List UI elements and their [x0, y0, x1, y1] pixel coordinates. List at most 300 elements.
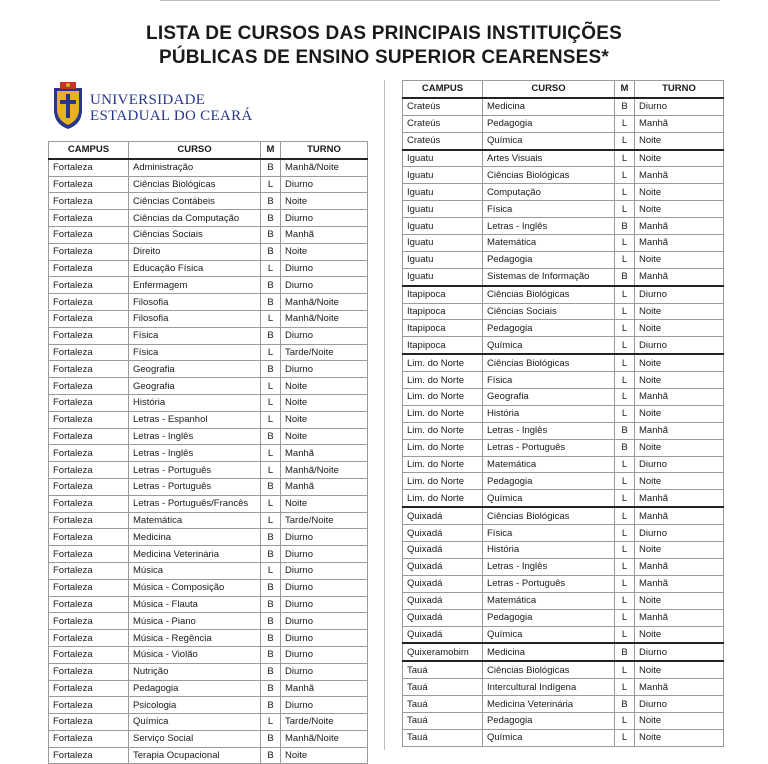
- cell-campus: Fortaleza: [49, 310, 129, 327]
- cell-m: L: [261, 462, 281, 479]
- cell-curso: Ciências Biológicas: [483, 286, 615, 303]
- cell-curso: Música - Flauta: [129, 596, 261, 613]
- cell-turno: Diurno: [281, 529, 368, 546]
- cell-campus: Fortaleza: [49, 243, 129, 260]
- cell-turno: Manhã: [635, 575, 724, 592]
- cell-campus: Fortaleza: [49, 176, 129, 193]
- cell-turno: Noite: [635, 439, 724, 456]
- cell-turno: Noite: [281, 747, 368, 764]
- cell-m: B: [261, 428, 281, 445]
- cell-campus: Fortaleza: [49, 394, 129, 411]
- cell-campus: Iguatu: [403, 184, 483, 201]
- cell-campus: Fortaleza: [49, 529, 129, 546]
- cell-campus: Itapipoca: [403, 303, 483, 320]
- cell-campus: Iguatu: [403, 201, 483, 218]
- table-row: [49, 529, 368, 546]
- table-row: [403, 696, 724, 713]
- cell-curso: Música - Composição: [129, 579, 261, 596]
- cell-turno: Diurno: [281, 663, 368, 680]
- cell-turno: Manhã: [281, 226, 368, 243]
- cell-campus: Iguatu: [403, 235, 483, 252]
- cell-campus: Fortaleza: [49, 747, 129, 764]
- table-row: [49, 512, 368, 529]
- cell-turno: Tarde/Noite: [281, 714, 368, 731]
- table-row: [49, 680, 368, 697]
- cell-curso: Geografia: [129, 378, 261, 395]
- cell-m: L: [615, 542, 635, 559]
- cell-campus: Fortaleza: [49, 361, 129, 378]
- cell-m: L: [261, 176, 281, 193]
- cell-m: L: [261, 495, 281, 512]
- cell-m: L: [261, 512, 281, 529]
- cell-campus: Fortaleza: [49, 260, 129, 277]
- cell-curso: Física: [483, 201, 615, 218]
- cell-m: L: [615, 626, 635, 643]
- cell-m: L: [261, 394, 281, 411]
- cell-curso: Filosofia: [129, 294, 261, 311]
- cell-curso: Física: [129, 344, 261, 361]
- cell-campus: Fortaleza: [49, 512, 129, 529]
- cell-turno: Noite: [281, 378, 368, 395]
- table-row: [403, 218, 724, 235]
- cell-campus: Iguatu: [403, 218, 483, 235]
- cell-turno: Noite: [635, 251, 724, 268]
- cell-turno: Noite: [635, 661, 724, 678]
- column-divider: [384, 80, 385, 750]
- cell-campus: Fortaleza: [49, 210, 129, 227]
- cell-campus: Fortaleza: [49, 546, 129, 563]
- table-row: [403, 354, 724, 371]
- cell-curso: Matemática: [129, 512, 261, 529]
- cell-campus: Lim. do Norte: [403, 405, 483, 422]
- cell-m: B: [261, 596, 281, 613]
- cell-curso: Letras - Espanhol: [129, 411, 261, 428]
- table-row: [403, 405, 724, 422]
- cell-m: B: [261, 630, 281, 647]
- table-row: [49, 478, 368, 495]
- cell-campus: Crateús: [403, 98, 483, 115]
- table-row: [403, 389, 724, 406]
- cell-m: B: [615, 643, 635, 661]
- table-row: [49, 462, 368, 479]
- cell-curso: Educação Física: [129, 260, 261, 277]
- cell-curso: Serviço Social: [129, 730, 261, 747]
- table-row: [49, 579, 368, 596]
- cell-curso: Música: [129, 562, 261, 579]
- table-row: [403, 558, 724, 575]
- table-row: [403, 286, 724, 303]
- cell-m: L: [615, 235, 635, 252]
- table-row: [403, 626, 724, 643]
- cell-campus: Tauá: [403, 729, 483, 746]
- cell-turno: Diurno: [281, 361, 368, 378]
- cell-campus: Lim. do Norte: [403, 372, 483, 389]
- table-row: [403, 98, 724, 115]
- cell-curso: Letras - Inglês: [483, 422, 615, 439]
- cell-turno: Noite: [281, 394, 368, 411]
- cell-turno: Diurno: [635, 643, 724, 661]
- cell-turno: Diurno: [281, 562, 368, 579]
- cell-turno: Diurno: [281, 630, 368, 647]
- cell-turno: Manhã: [635, 490, 724, 507]
- cell-campus: Lim. do Norte: [403, 389, 483, 406]
- cell-campus: Lim. do Norte: [403, 473, 483, 490]
- table-row: [49, 411, 368, 428]
- table-row: [403, 372, 724, 389]
- cell-turno: Tarde/Noite: [281, 512, 368, 529]
- cell-curso: Ciências Biológicas: [129, 176, 261, 193]
- table-row: [49, 697, 368, 714]
- cell-turno: Manhã: [635, 268, 724, 285]
- cell-curso: Intercultural Indígena: [483, 679, 615, 696]
- cell-campus: Fortaleza: [49, 462, 129, 479]
- table-row: [49, 176, 368, 193]
- cell-curso: Letras - Inglês: [483, 558, 615, 575]
- cell-campus: Tauá: [403, 679, 483, 696]
- cell-campus: Tauá: [403, 712, 483, 729]
- cell-m: L: [615, 456, 635, 473]
- table-row: [49, 226, 368, 243]
- cell-turno: Noite: [635, 542, 724, 559]
- table-row: [49, 730, 368, 747]
- cell-m: L: [615, 729, 635, 746]
- cell-turno: Manhã: [635, 507, 724, 524]
- table-row: [49, 562, 368, 579]
- cell-campus: Fortaleza: [49, 697, 129, 714]
- cell-curso: Matemática: [483, 235, 615, 252]
- cell-curso: Artes Visuais: [483, 150, 615, 167]
- cell-campus: Fortaleza: [49, 579, 129, 596]
- cell-turno: Manhã: [635, 115, 724, 132]
- table-row: [403, 609, 724, 626]
- cell-m: L: [615, 558, 635, 575]
- cell-curso: Pedagogia: [483, 712, 615, 729]
- cell-turno: Noite: [635, 729, 724, 746]
- cell-m: B: [615, 268, 635, 285]
- cell-m: B: [261, 646, 281, 663]
- header-campus: CAMPUS: [49, 142, 129, 159]
- table-row: [49, 193, 368, 210]
- cell-m: B: [261, 747, 281, 764]
- page-title: [0, 22, 768, 70]
- table-row: [49, 646, 368, 663]
- cell-curso: Medicina: [483, 643, 615, 661]
- table-header-row: [49, 142, 368, 159]
- cell-curso: Enfermagem: [129, 277, 261, 294]
- cell-m: B: [261, 159, 281, 176]
- cell-m: L: [615, 286, 635, 303]
- cell-curso: Ciências Biológicas: [483, 507, 615, 524]
- cell-campus: Lim. do Norte: [403, 439, 483, 456]
- cell-campus: Fortaleza: [49, 646, 129, 663]
- cell-m: L: [615, 132, 635, 149]
- cell-turno: Manhã: [635, 167, 724, 184]
- cell-m: L: [261, 310, 281, 327]
- cell-curso: Química: [483, 337, 615, 354]
- cell-turno: Diurno: [635, 525, 724, 542]
- cell-curso: Letras - Inglês: [483, 218, 615, 235]
- cell-campus: Fortaleza: [49, 613, 129, 630]
- table-row: [403, 490, 724, 507]
- table-row: [403, 235, 724, 252]
- header-curso: CURSO: [129, 142, 261, 159]
- cell-campus: Fortaleza: [49, 562, 129, 579]
- cell-turno: Diurno: [281, 176, 368, 193]
- table-row: [403, 268, 724, 285]
- cell-m: L: [615, 525, 635, 542]
- cell-turno: Noite: [635, 132, 724, 149]
- table-row: [403, 115, 724, 132]
- cell-campus: Quixadá: [403, 609, 483, 626]
- cell-curso: Pedagogia: [483, 609, 615, 626]
- cell-campus: Iguatu: [403, 251, 483, 268]
- cell-campus: Fortaleza: [49, 596, 129, 613]
- header-m: M: [615, 81, 635, 98]
- cell-curso: Medicina Veterinária: [129, 546, 261, 563]
- table-row: [403, 251, 724, 268]
- cell-campus: Lim. do Norte: [403, 456, 483, 473]
- cell-turno: Diurno: [281, 210, 368, 227]
- cell-curso: Pedagogia: [483, 473, 615, 490]
- cell-m: L: [615, 201, 635, 218]
- cell-curso: Ciências Contábeis: [129, 193, 261, 210]
- cell-curso: Letras - Português: [483, 575, 615, 592]
- uece-courses-table-right: [402, 80, 724, 747]
- logo-line-1: UNIVERSIDADE: [90, 92, 206, 108]
- table-row: [49, 630, 368, 647]
- cell-m: B: [261, 226, 281, 243]
- title-line-2: PÚBLICAS DE ENSINO SUPERIOR CEARENSES*: [159, 47, 609, 68]
- cell-turno: Noite: [635, 201, 724, 218]
- cell-turno: Noite: [635, 592, 724, 609]
- cell-campus: Fortaleza: [49, 226, 129, 243]
- cell-turno: Manhã/Noite: [281, 462, 368, 479]
- cell-turno: Noite: [635, 303, 724, 320]
- cell-campus: Fortaleza: [49, 478, 129, 495]
- table-row: [49, 327, 368, 344]
- table-row: [403, 712, 724, 729]
- cell-turno: Diurno: [281, 596, 368, 613]
- cell-turno: Diurno: [281, 579, 368, 596]
- header-campus: CAMPUS: [403, 81, 483, 98]
- cell-curso: Medicina: [129, 529, 261, 546]
- cell-curso: Geografia: [129, 361, 261, 378]
- cell-turno: Diurno: [281, 546, 368, 563]
- cell-turno: Noite: [635, 184, 724, 201]
- cell-m: L: [615, 473, 635, 490]
- cell-turno: Noite: [281, 495, 368, 512]
- cell-campus: Tauá: [403, 661, 483, 678]
- cell-curso: Pedagogia: [483, 115, 615, 132]
- cell-turno: Manhã: [635, 218, 724, 235]
- table-row: [403, 643, 724, 661]
- cell-curso: Psicologia: [129, 697, 261, 714]
- cell-turno: Manhã: [635, 422, 724, 439]
- cell-curso: Física: [129, 327, 261, 344]
- table-row: [49, 310, 368, 327]
- cell-campus: Fortaleza: [49, 495, 129, 512]
- cell-turno: Diurno: [635, 98, 724, 115]
- table-row: [49, 378, 368, 395]
- cell-curso: Pedagogia: [483, 251, 615, 268]
- cell-turno: Manhã: [635, 558, 724, 575]
- cell-curso: Letras - Inglês: [129, 445, 261, 462]
- top-rule: [160, 0, 720, 1]
- header-turno: TURNO: [635, 81, 724, 98]
- cell-curso: Geografia: [483, 389, 615, 406]
- cell-m: L: [615, 575, 635, 592]
- cell-turno: Manhã/Noite: [281, 294, 368, 311]
- cell-campus: Tauá: [403, 696, 483, 713]
- cell-m: B: [615, 98, 635, 115]
- cell-turno: Noite: [281, 428, 368, 445]
- cell-curso: Letras - Português: [483, 439, 615, 456]
- cell-campus: Quixeramobim: [403, 643, 483, 661]
- cell-curso: História: [483, 542, 615, 559]
- table-row: [403, 542, 724, 559]
- cell-turno: Diurno: [635, 456, 724, 473]
- cell-m: B: [261, 730, 281, 747]
- cell-m: L: [615, 712, 635, 729]
- table-row: [403, 575, 724, 592]
- cell-m: L: [261, 260, 281, 277]
- cell-m: L: [615, 372, 635, 389]
- cell-m: B: [261, 697, 281, 714]
- table-header-row: [403, 81, 724, 98]
- uece-wordmark: [90, 92, 253, 124]
- cell-m: L: [261, 411, 281, 428]
- cell-m: L: [615, 490, 635, 507]
- table-row: [403, 150, 724, 167]
- cell-campus: Itapipoca: [403, 337, 483, 354]
- cell-turno: Manhã: [281, 478, 368, 495]
- cell-m: L: [615, 389, 635, 406]
- cell-m: B: [615, 422, 635, 439]
- cell-curso: Ciências Biológicas: [483, 354, 615, 371]
- table-row: [49, 394, 368, 411]
- cell-campus: Quixadá: [403, 626, 483, 643]
- cell-curso: Química: [483, 729, 615, 746]
- cell-m: L: [615, 507, 635, 524]
- cell-curso: Física: [483, 525, 615, 542]
- table-row: [49, 277, 368, 294]
- cell-turno: Diurno: [281, 260, 368, 277]
- cell-curso: Ciências da Computação: [129, 210, 261, 227]
- cell-curso: Computação: [483, 184, 615, 201]
- cell-m: B: [615, 439, 635, 456]
- cell-campus: Quixadá: [403, 558, 483, 575]
- header-turno: TURNO: [281, 142, 368, 159]
- cell-curso: Matemática: [483, 592, 615, 609]
- cell-campus: Quixadá: [403, 575, 483, 592]
- cell-turno: Manhã: [635, 679, 724, 696]
- cell-turno: Diurno: [281, 277, 368, 294]
- cell-curso: Medicina: [483, 98, 615, 115]
- cell-turno: Tarde/Noite: [281, 344, 368, 361]
- table-row: [403, 456, 724, 473]
- cell-m: L: [261, 714, 281, 731]
- cell-m: B: [261, 680, 281, 697]
- cell-m: B: [261, 327, 281, 344]
- cell-campus: Fortaleza: [49, 277, 129, 294]
- uece-courses-table-left: [48, 141, 368, 764]
- cell-curso: Matemática: [483, 456, 615, 473]
- header-m: M: [261, 142, 281, 159]
- table-row: [49, 159, 368, 176]
- title-line-1: LISTA DE CURSOS DAS PRINCIPAIS INSTITUIÇÕES: [146, 23, 622, 44]
- table-row: [49, 294, 368, 311]
- cell-turno: Noite: [281, 243, 368, 260]
- cell-campus: Crateús: [403, 115, 483, 132]
- table-row: [403, 679, 724, 696]
- table-row: [403, 303, 724, 320]
- cell-m: B: [261, 663, 281, 680]
- table-row: [49, 428, 368, 445]
- table-row: [403, 473, 724, 490]
- cell-turno: Noite: [635, 405, 724, 422]
- cell-m: B: [615, 696, 635, 713]
- cell-curso: Sistemas de Informação: [483, 268, 615, 285]
- cell-turno: Manhã/Noite: [281, 159, 368, 176]
- cell-m: B: [261, 613, 281, 630]
- header-curso: CURSO: [483, 81, 615, 98]
- cell-m: B: [261, 529, 281, 546]
- table-row: [49, 546, 368, 563]
- cell-turno: Noite: [635, 150, 724, 167]
- cell-campus: Iguatu: [403, 268, 483, 285]
- cell-turno: Diurno: [281, 327, 368, 344]
- cell-turno: Diurno: [281, 613, 368, 630]
- cell-campus: Fortaleza: [49, 714, 129, 731]
- table-row: [49, 445, 368, 462]
- cell-campus: Itapipoca: [403, 286, 483, 303]
- cell-campus: Fortaleza: [49, 663, 129, 680]
- cell-campus: Lim. do Norte: [403, 422, 483, 439]
- cell-m: B: [261, 277, 281, 294]
- cell-m: L: [615, 609, 635, 626]
- cell-campus: Lim. do Norte: [403, 354, 483, 371]
- cell-curso: Ciências Biológicas: [483, 167, 615, 184]
- cell-campus: Fortaleza: [49, 344, 129, 361]
- cell-curso: Música - Piano: [129, 613, 261, 630]
- cell-campus: Fortaleza: [49, 378, 129, 395]
- cell-m: B: [615, 218, 635, 235]
- cell-campus: Iguatu: [403, 167, 483, 184]
- cell-curso: Medicina Veterinária: [483, 696, 615, 713]
- cell-curso: Ciências Biológicas: [483, 661, 615, 678]
- cell-curso: Ciências Sociais: [483, 303, 615, 320]
- cell-turno: Manhã: [281, 445, 368, 462]
- cell-campus: Fortaleza: [49, 445, 129, 462]
- cell-curso: Física: [483, 372, 615, 389]
- table-row: [403, 167, 724, 184]
- cell-m: L: [615, 679, 635, 696]
- cell-curso: Direito: [129, 243, 261, 260]
- table-row: [49, 344, 368, 361]
- cell-campus: Quixadá: [403, 507, 483, 524]
- cell-m: L: [261, 378, 281, 395]
- cell-m: B: [261, 579, 281, 596]
- cell-campus: Crateús: [403, 132, 483, 149]
- cell-curso: Pedagogia: [483, 320, 615, 337]
- cell-turno: Manhã: [635, 235, 724, 252]
- cell-turno: Diurno: [281, 697, 368, 714]
- cell-curso: Letras - Português/Francês: [129, 495, 261, 512]
- cell-campus: Fortaleza: [49, 294, 129, 311]
- cell-curso: Filosofia: [129, 310, 261, 327]
- cell-m: L: [615, 150, 635, 167]
- cell-m: L: [615, 320, 635, 337]
